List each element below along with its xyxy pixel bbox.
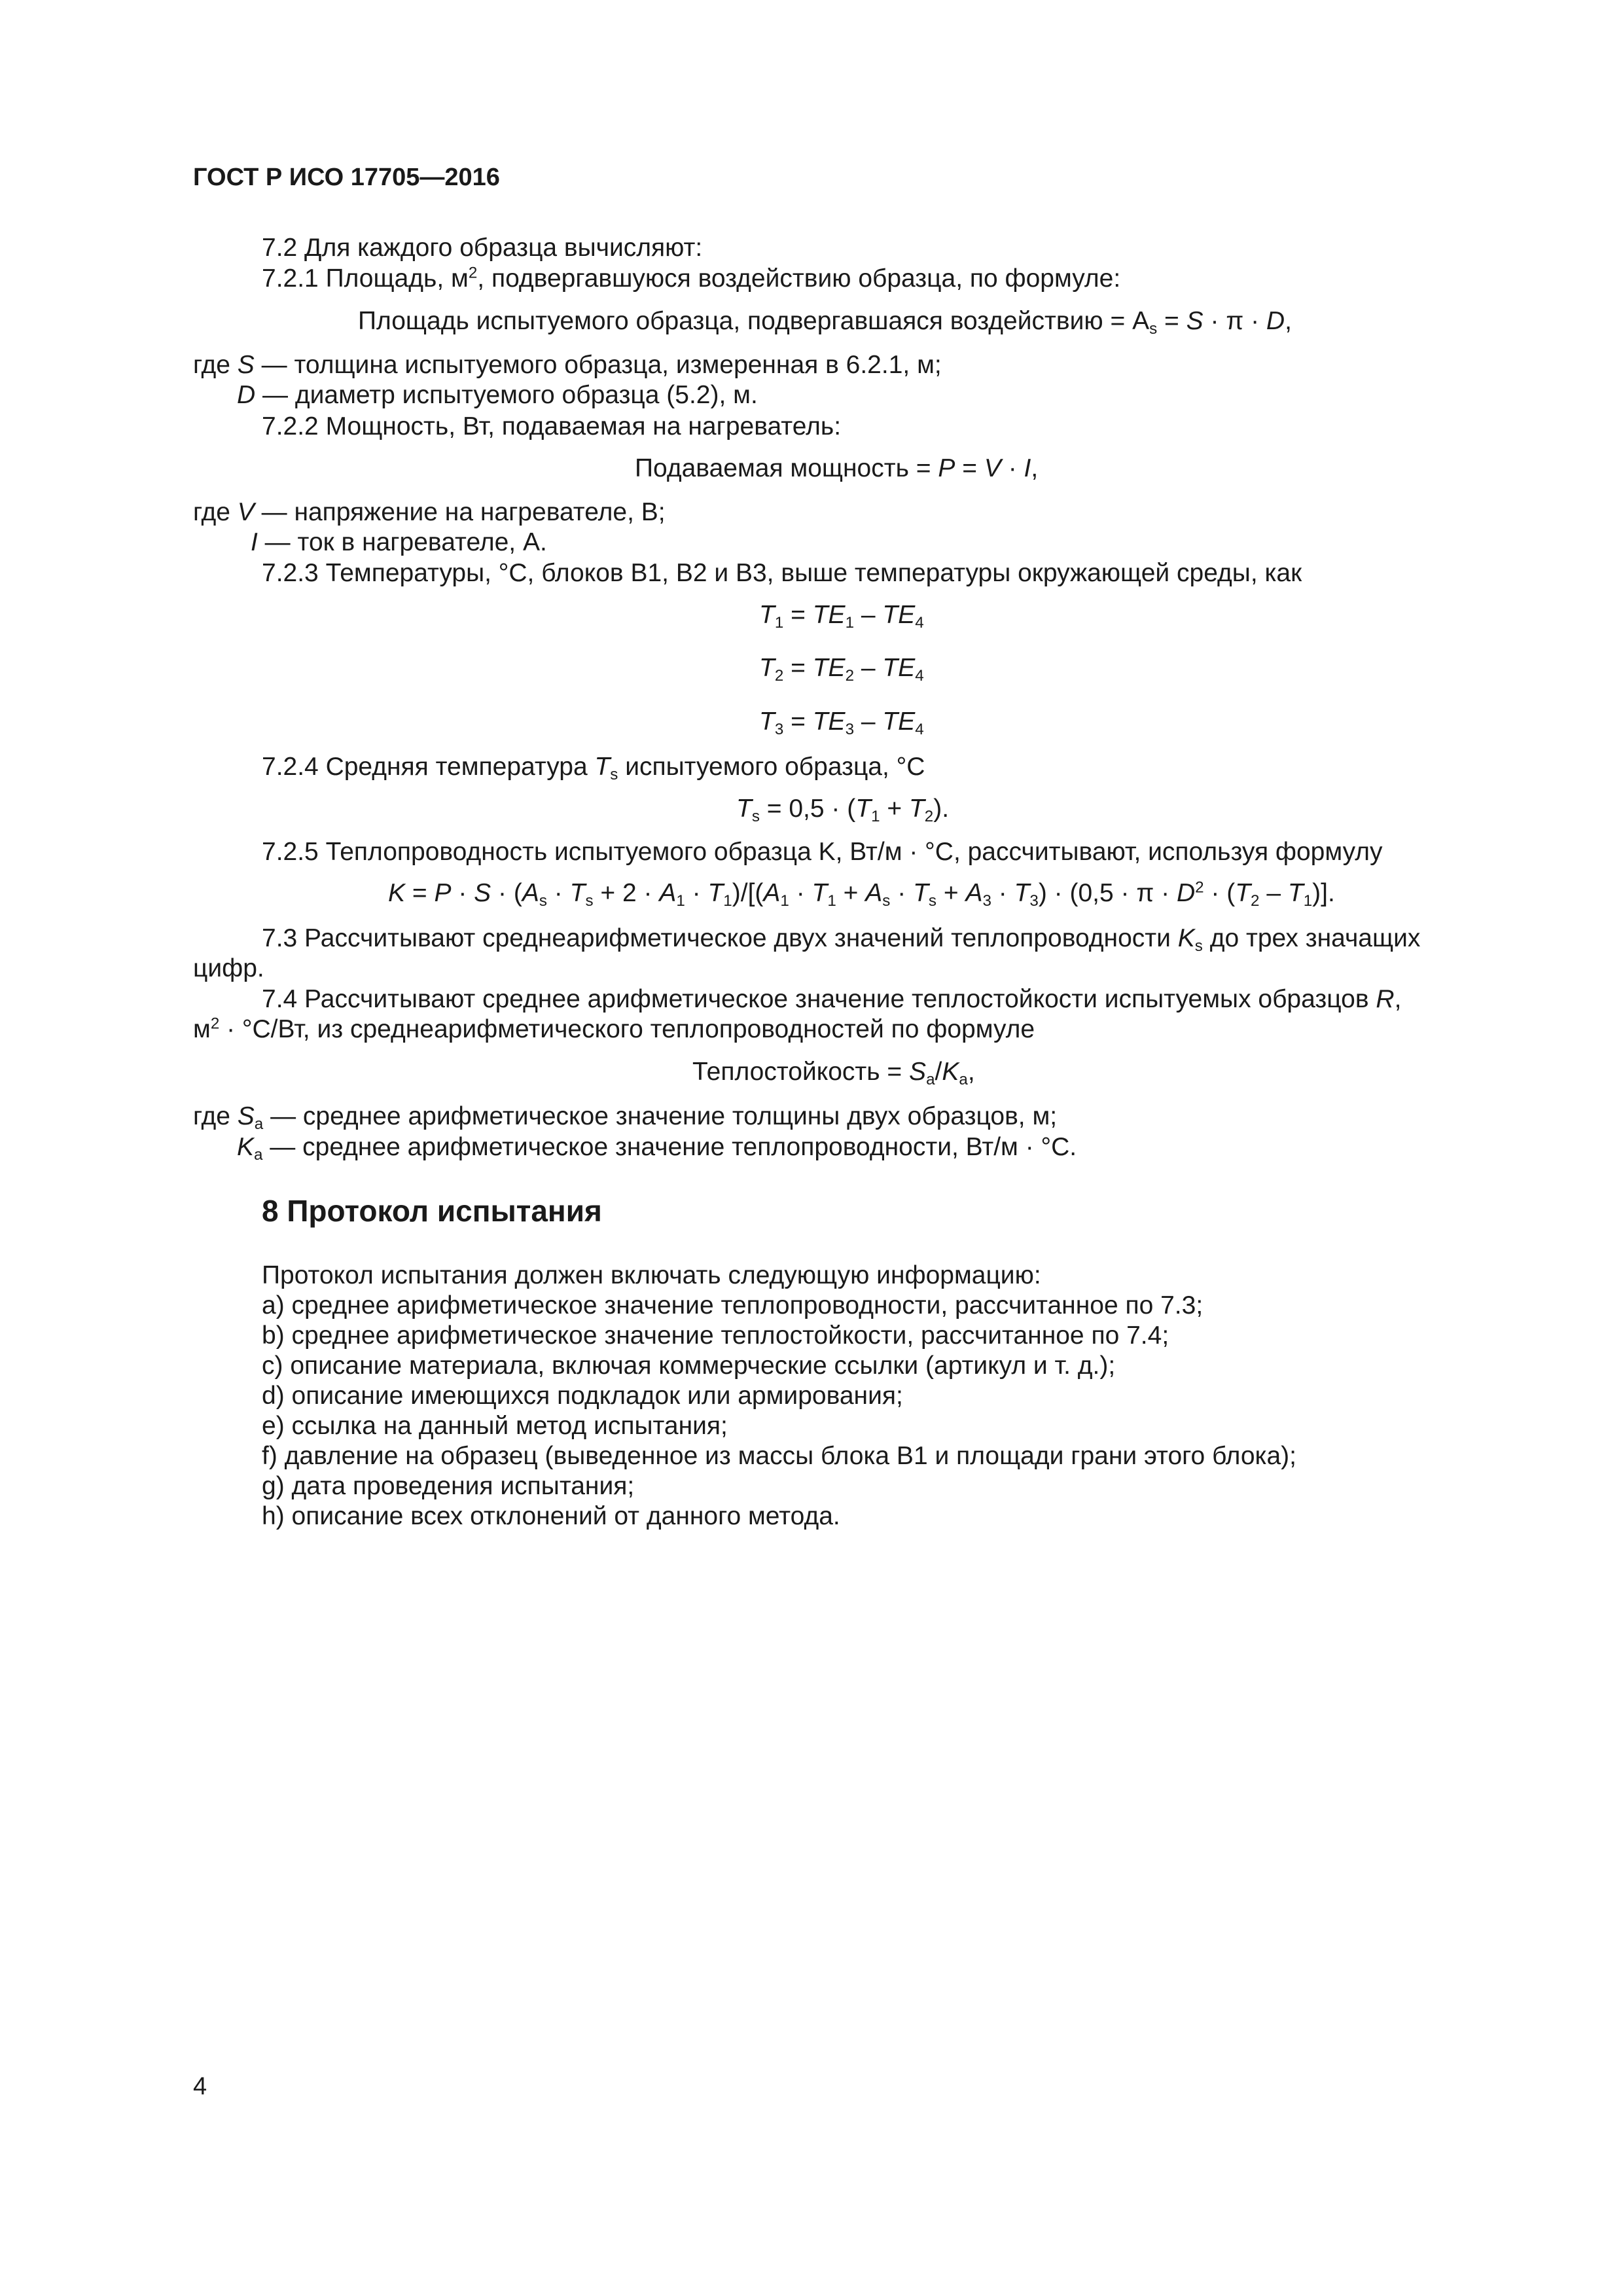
clause-7-2-3: 7.2.3 Температуры, °C, блоков B1, B2 и B3, выше температуры окружающей среды, как [262, 559, 1302, 587]
equation-t2: $T_2 = TE_2 - TE_4$ [759, 654, 924, 685]
list-item: g) дата проведения испытания; [262, 1472, 635, 1500]
where-i: I — ток в нагревателе, А. [251, 528, 547, 556]
list-item: d) описание имеющихся подкладок или армирования; [262, 1382, 903, 1410]
formula-area: Площадь испытуемого образца, подвергавшаяся воздействию = $A_s = S \cdot \pi \cdot D$, [358, 307, 1292, 338]
list-item: h) описание всех отклонений от данного метода. [262, 1502, 840, 1530]
list-item: f) давление на образец (выведенное из массы блока B1 и площади грани этого блока); [262, 1442, 1296, 1470]
formula-conductivity: $K = P \cdot S \cdot (A_s \cdot T_s + 2 \cdot A_1 \cdot T_1)/[(A_1 \cdot T_1 + A_s \cdot T_s + A_3 \cdot T_3) \cdot (0,5 \cdot \pi \cdot D^2 \cdot (T_2 - T_1)]$. [388, 878, 1335, 910]
clause-7-2-5: 7.2.5 Теплопроводность испытуемого образца K, Вт/м · °C, рассчитывают, используя формулу [262, 838, 1383, 866]
where-d: D — диаметр испытуемого образца (5.2), м. [237, 381, 758, 409]
clause-7-3: 7.3 Рассчитывают среднеарифметическое двух значений теплопроводности $K_s$ до трех значащих [262, 924, 1421, 955]
section-8-heading: 8 Протокол испытания [262, 1194, 602, 1228]
list-item: e) ссылка на данный метод испытания; [262, 1412, 728, 1440]
page-header: ГОСТ Р ИСО 17705—2016 [193, 164, 500, 191]
list-item: a) среднее арифметическое значение теплопроводности, рассчитанное по 7.3; [262, 1291, 1204, 1319]
section-8-intro: Протокол испытания должен включать следующую информацию: [262, 1261, 1041, 1289]
list-item: b) среднее арифметическое значение теплостойкости, рассчитанное по 7.4; [262, 1321, 1169, 1350]
clause-7-2: 7.2 Для каждого образца вычисляют: [262, 234, 703, 262]
formula-mean-temperature: $T_s = 0,5 \cdot (T_1 + T_2)$. [736, 795, 950, 825]
formula-power: Подаваемая мощность = P = V · I, [635, 454, 1039, 482]
where-v: где V — напряжение на нагревателе, В; [193, 498, 666, 526]
where-ka: $K_a$ — среднее арифметическое значение теплопроводности, Вт/м · °C. [237, 1133, 1077, 1164]
page-number: 4 [193, 2073, 207, 2100]
equation-t1: $T_1 = TE_1 - TE_4$ [759, 601, 924, 632]
clause-7-2-2: 7.2.2 Мощность, Вт, подаваемая на нагреватель: [262, 412, 842, 440]
clause-7-4: 7.4 Рассчитывают среднее арифметическое значение теплостойкости испытуемых образцов R, [262, 985, 1402, 1013]
where-s: где S — толщина испытуемого образца, измеренная в 6.2.1, м; [193, 351, 942, 379]
clause-7-2-1: 7.2.1 Площадь, $м^2$, подвергавшуюся воздействию образца, по формуле: [262, 264, 1121, 293]
clause-7-3-continued: цифр. [193, 954, 264, 982]
where-sa: где $S_a$ — среднее арифметическое значение толщины двух образцов, м; [193, 1102, 1058, 1133]
list-item: c) описание материала, включая коммерческие ссылки (артикул и т. д.); [262, 1352, 1116, 1380]
equation-t3: $T_3 = TE_3 - TE_4$ [759, 708, 924, 738]
clause-7-4-continued: $м^2 \cdot ^\circ C/Вт$, из среднеарифметического теплопроводностей по формуле [193, 1014, 1035, 1043]
clause-7-2-4: 7.2.4 Средняя температура $T_s$ испытуемого образца, °C [262, 753, 925, 783]
formula-resistance: Теплостойкость = $S_a/K_a$, [692, 1058, 975, 1088]
